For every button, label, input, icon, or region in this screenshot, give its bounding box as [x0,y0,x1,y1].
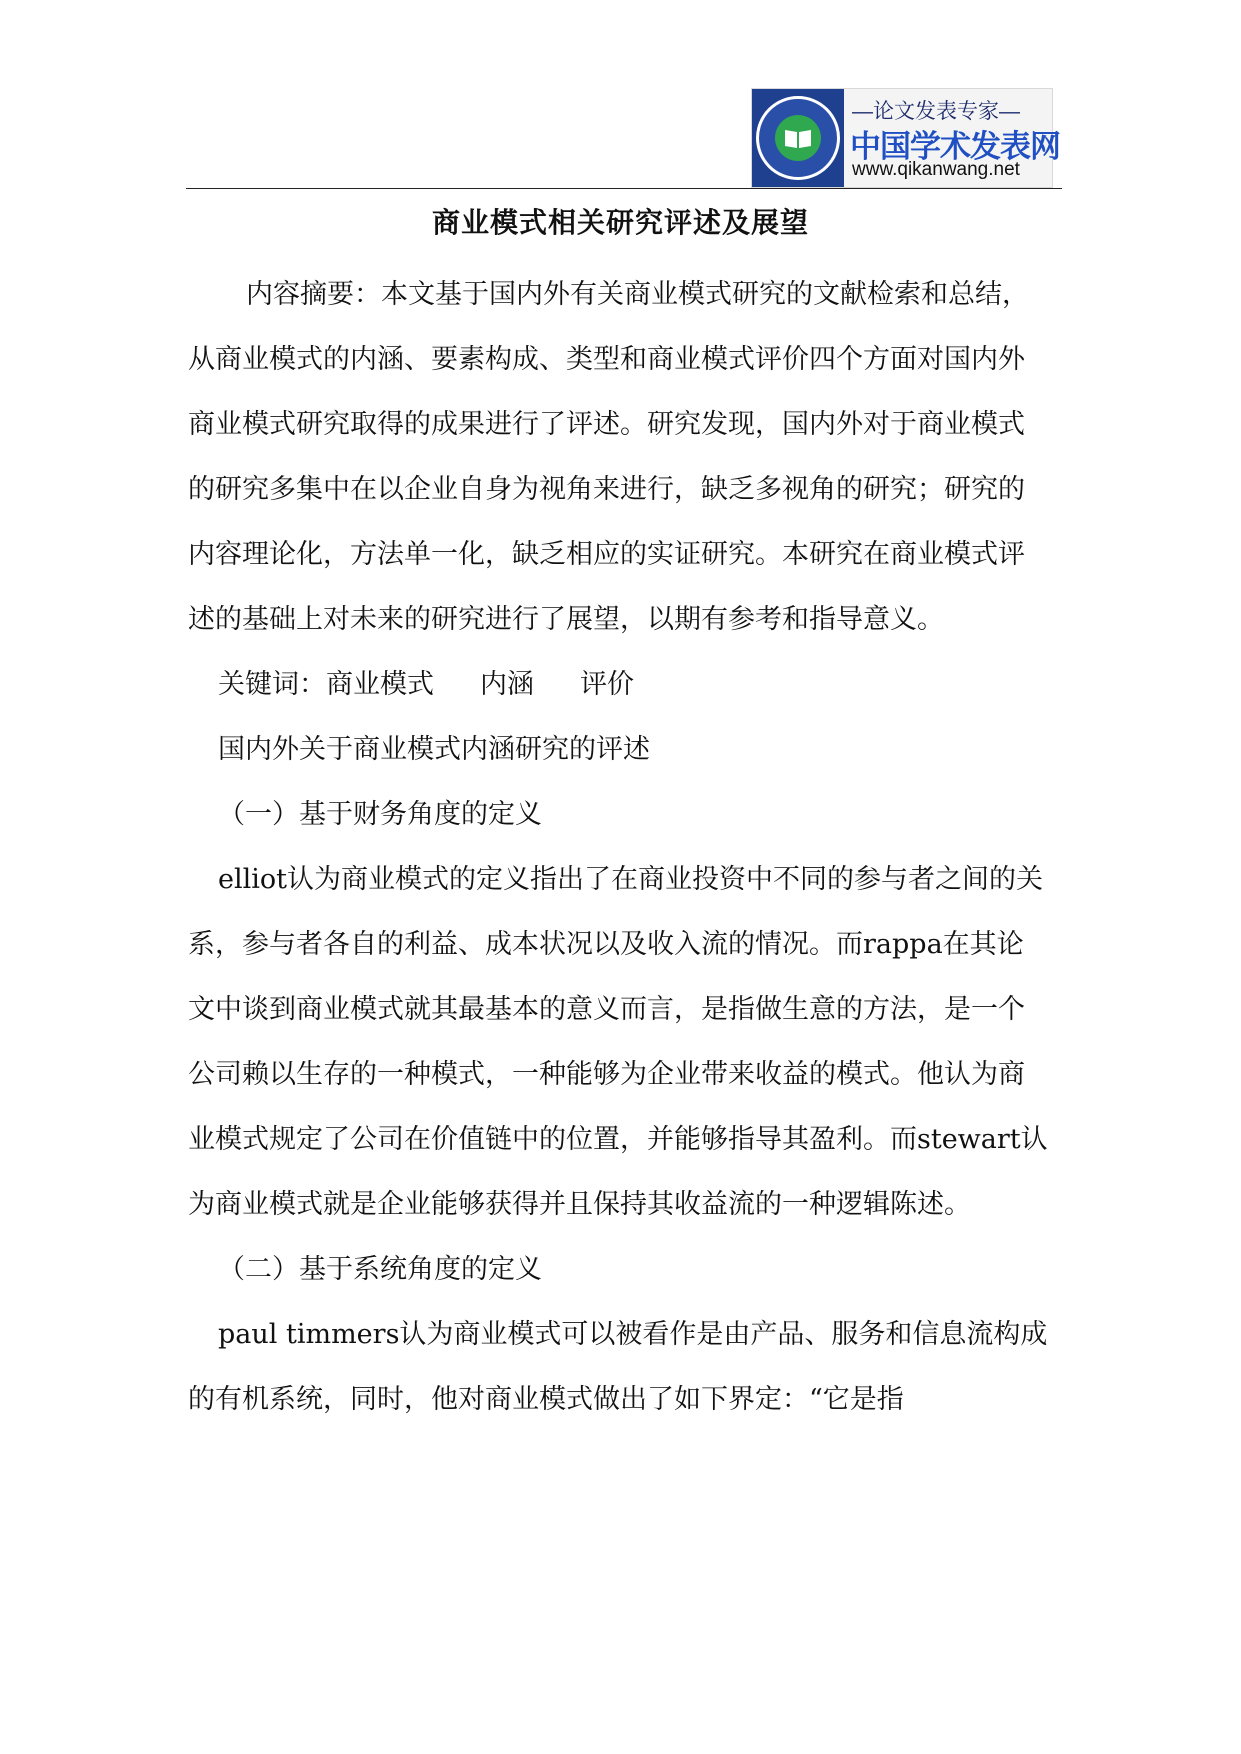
publisher-logo [751,88,1060,188]
subsection-heading: （二）基于系统角度的定义 [218,1254,542,1285]
body-paragraph: elliot认为商业模式的定义指出了在商业投资中不同的参与者之间的关系，参与者各自的利益、成本状况以及收入流的情况。而rappa在其论文中谈到商业模式就其最基本的意义而言，是指做生意的方法，是一个公司赖以生存的一种模式，一种能够为企业带来收益的模式。他认为商业模式规定了公司在价值链中的位置，并能够指导其盈利。而stewart认为商业模式就是企业能够获得并且保持其收益流的一种逻辑陈述。 [188,864,1048,1220]
subsection-heading: （一）基于财务角度的定义 [218,799,542,830]
logo-name: 中国学术发表网 [850,129,1060,164]
keyword-item: 内涵 [480,669,534,700]
header-rule [186,188,1062,189]
keywords-label: 关键词：商业模式 [218,669,434,700]
seal-emblem [752,89,844,187]
keywords-line [188,652,1048,717]
section-heading: 国内外关于商业模式内涵研究的评述 [218,734,650,765]
keyword-item: 评价 [580,669,634,700]
abstract-paragraph: 内容摘要：本文基于国内外有关商业模式研究的文献检索和总结，从商业模式的内涵、要素构成、类型和商业模式评价四个方面对国内外商业模式研究取得的成果进行了评述。研究发现，国内外对于商业模式的研究多集中在以企业自身为视角来进行，缺乏多视角的研究；研究的内容理论化，方法单一化，缺乏相应的实证研究。本研究在商业模式评述的基础上对未来的研究进行了展望，以期有参考和指导意义。 [188,279,1029,635]
logo-slogan: —论文发表专家— [852,100,1020,123]
logo-url: www.qikanwang.net [852,159,1020,180]
document-title: 商业模式相关研究评述及展望 [431,206,809,239]
book-icon [783,126,813,150]
document-body [188,262,1048,1432]
body-paragraph: paul timmers认为商业模式可以被看作是由产品、服务和信息流构成的有机系统，同时，他对商业模式做出了如下界定：“它是指 [188,1319,1048,1415]
